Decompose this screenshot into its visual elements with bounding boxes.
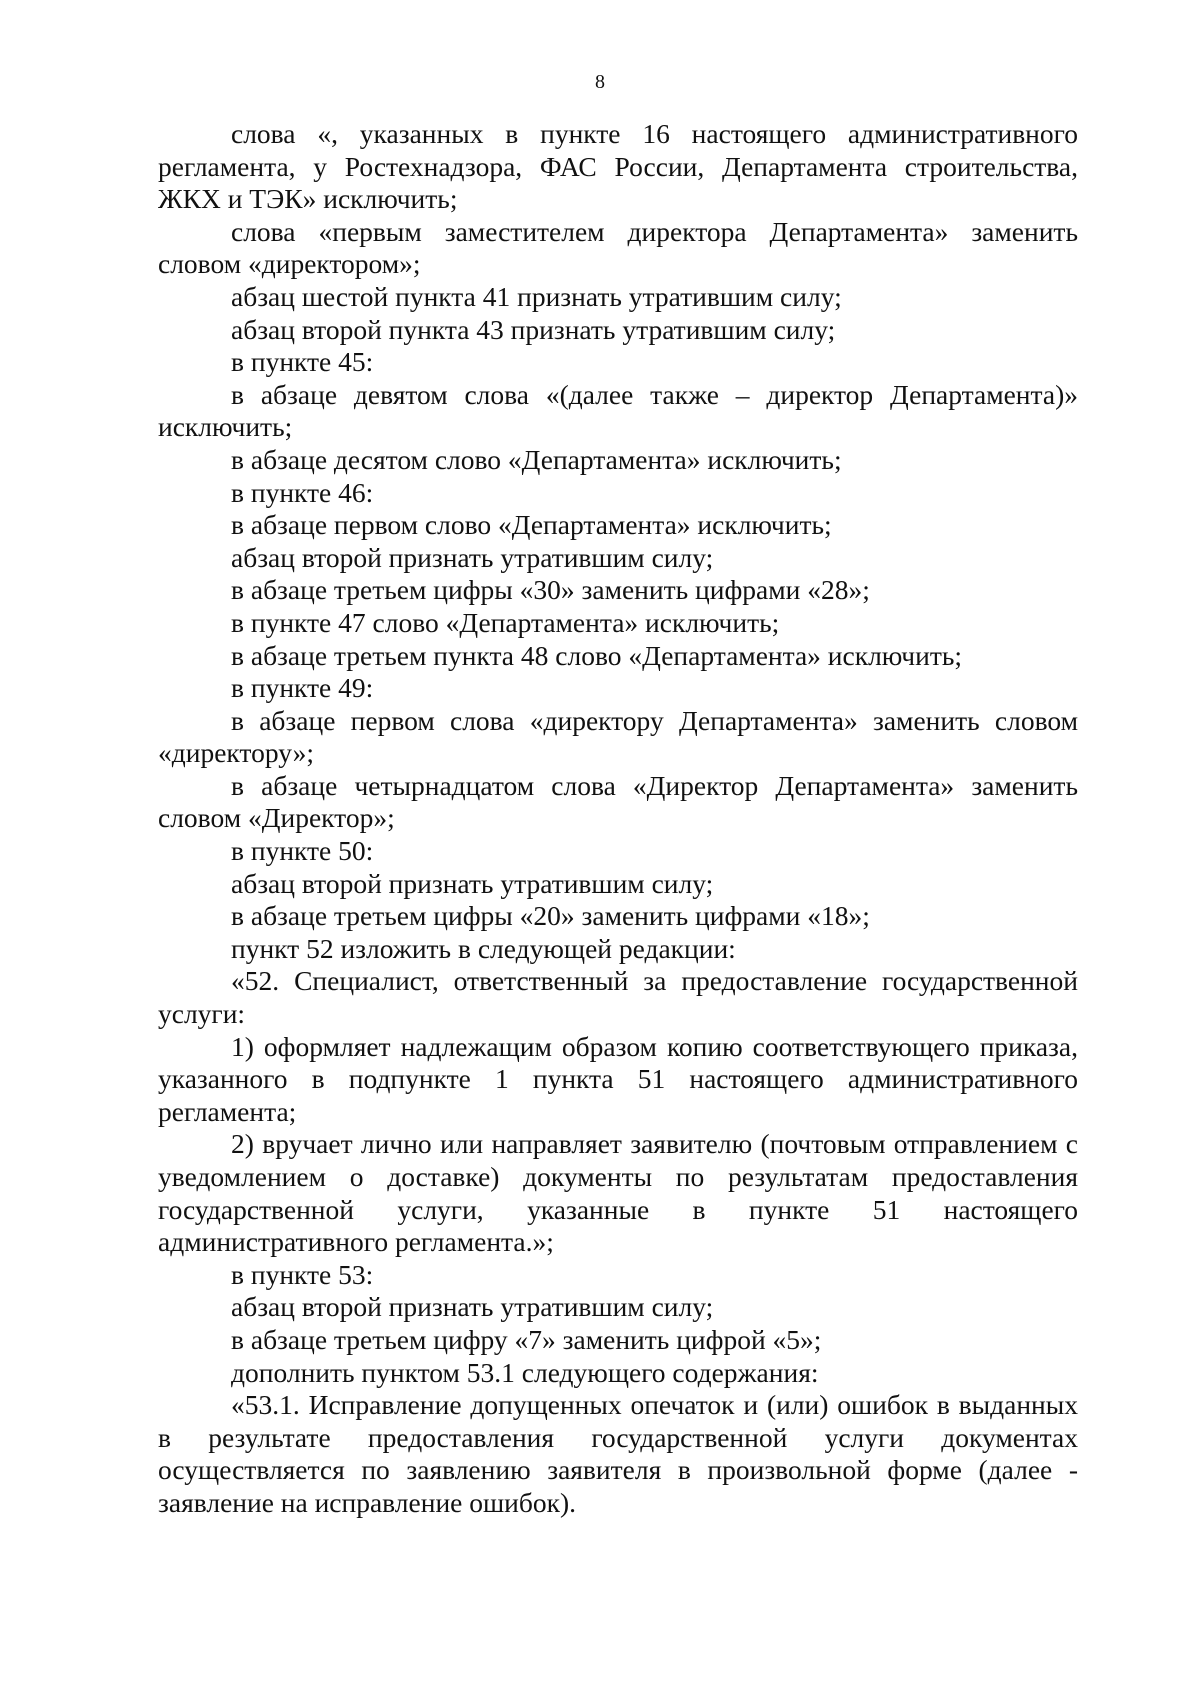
paragraph: абзац второй признать утратившим силу; xyxy=(231,867,714,899)
paragraph: в абзаце первом слова «директору Департамента» заменить словом «директору»; xyxy=(158,704,1078,769)
paragraph: дополнить пунктом 53.1 следующего содержания: xyxy=(231,1356,819,1388)
document-body xyxy=(158,118,1078,1520)
paragraph: 2) вручает лично или направляет заявителю (почтовым отправлением с уведомлением о доставке) документы по результатам предоставления государственной услуги, указанные в пункте 51 настоящего административного регламента.»; xyxy=(158,1128,1078,1258)
page-number: 8 xyxy=(595,71,605,93)
paragraph: в пункте 49: xyxy=(231,672,374,704)
paragraph: слова «первым заместителем директора Департамента» заменить словом «директором»; xyxy=(158,215,1078,280)
paragraph: абзац шестой пункта 41 признать утратившим силу; xyxy=(231,280,842,312)
paragraph: в абзаце девятом слова «(далее также – директор Департамента)» исключить; xyxy=(158,378,1078,443)
paragraph: в абзаце третьем цифры «20» заменить цифрами «18»; xyxy=(231,900,870,932)
paragraph: в абзаце третьем пункта 48 слово «Департамента» исключить; xyxy=(231,639,963,671)
paragraph: 1) оформляет надлежащим образом копию соответствующего приказа, указанного в подпункте 1 пункта 51 настоящего административного регламента; xyxy=(158,1030,1078,1127)
paragraph: «53.1. Исправление допущенных опечаток и (или) ошибок в выданных в результате предоставления государственной услуги документах осуществляется по заявлению заявителя в произвольной форме (далее - заявление на исправление ошибок). xyxy=(158,1389,1078,1518)
paragraph: пункт 52 изложить в следующей редакции: xyxy=(231,932,736,964)
paragraph: в абзаце первом слово «Департамента» исключить; xyxy=(231,509,832,541)
paragraph: слова «, указанных в пункте 16 настоящего административного регламента, у Ростехнадзора, ФАС России, Департамента строительства, ЖКХ и ТЭК» исключить; xyxy=(158,118,1078,215)
paragraph: в абзаце десятом слово «Департамента» исключить; xyxy=(231,443,842,475)
paragraph: в пункте 53: xyxy=(231,1258,374,1290)
paragraph: в абзаце третьем цифру «7» заменить цифрой «5»; xyxy=(231,1323,822,1355)
paragraph: в абзаце третьем цифры «30» заменить цифрами «28»; xyxy=(231,574,870,606)
paragraph: в пункте 47 слово «Департамента» исключить; xyxy=(231,606,780,638)
paragraph: в пункте 45: xyxy=(231,346,374,378)
paragraph: «52. Специалист, ответственный за предоставление государственной услуги: xyxy=(158,965,1078,1030)
paragraph: абзац второй пункта 43 признать утратившим силу; xyxy=(231,313,836,345)
paragraph: в пункте 50: xyxy=(231,835,374,867)
paragraph: в абзаце четырнадцатом слова «Директор Департамента» заменить словом «Директор»; xyxy=(158,769,1078,834)
paragraph: абзац второй признать утратившим силу; xyxy=(231,541,714,573)
paragraph: абзац второй признать утратившим силу; xyxy=(231,1291,714,1323)
paragraph: в пункте 46: xyxy=(231,476,374,508)
